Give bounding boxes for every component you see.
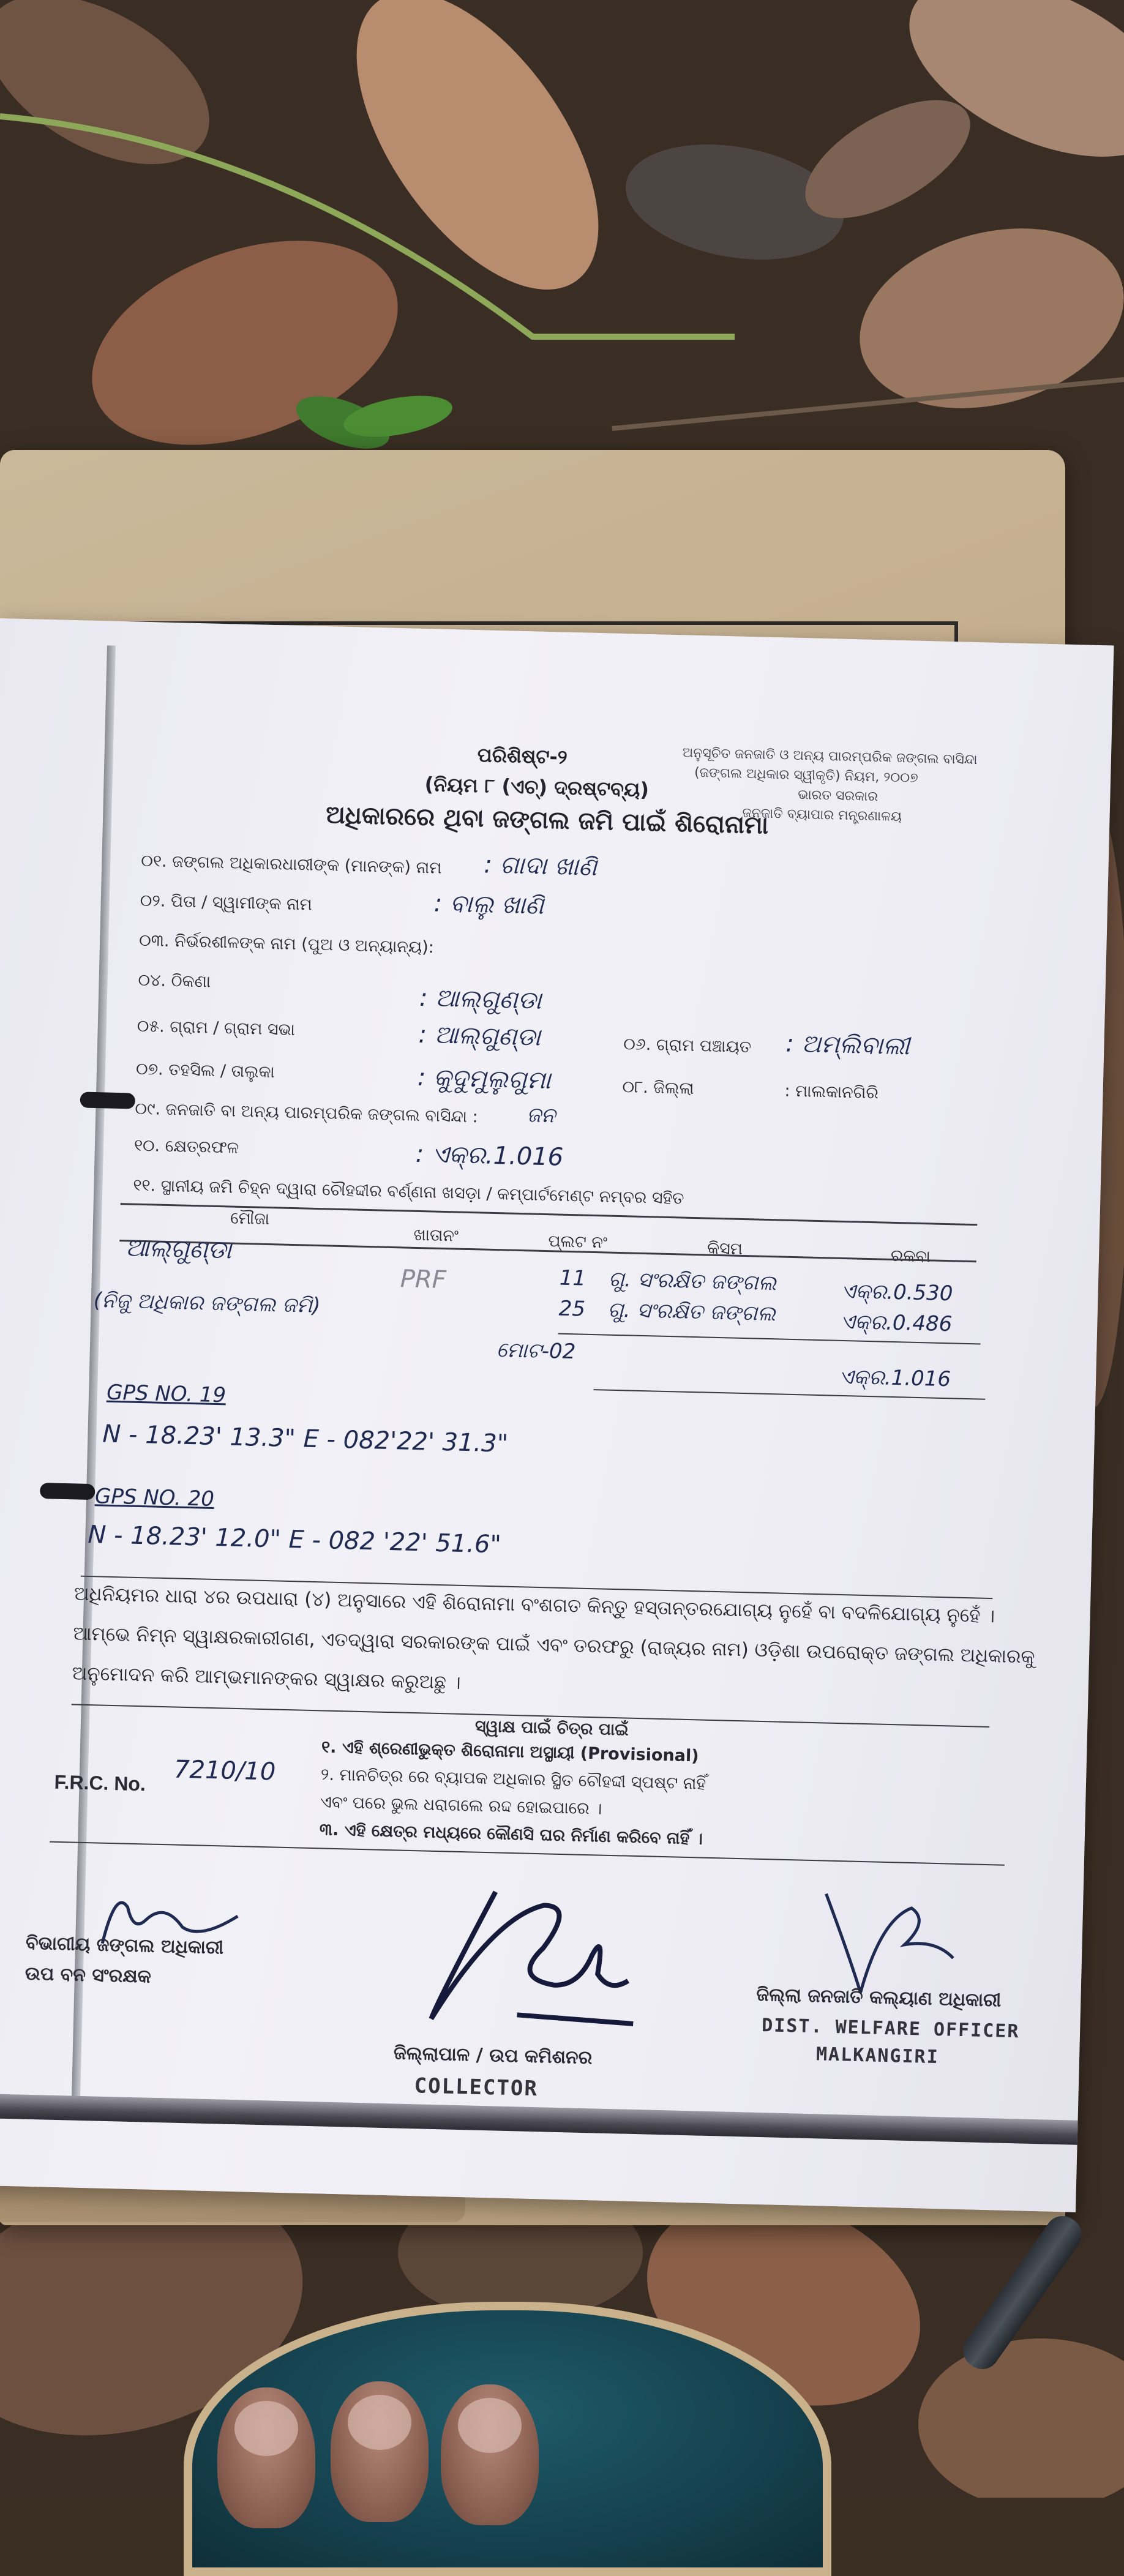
table-total-label: ମୋଟ-02	[496, 1338, 576, 1365]
collector-stamp-line-1: COLLECTOR	[414, 2073, 539, 2102]
declaration-line-3: ଅନୁମୋଦନ କରି ଆମ୍ଭମାନଙ୍କର ସ୍ୱାକ୍ଷର କରୁଅଛୁ ।	[72, 1662, 462, 1694]
field-value-tribe-status: ଜନ	[526, 1103, 556, 1128]
provisional-note-4: ୩. ଏହି କ୍ଷେତ୍ର ମଧ୍ୟରେ କୌଣସି ଘର ନିର୍ମାଣ କରିବେ ନାହିଁ ।	[319, 1820, 703, 1849]
provisional-note-1: ୧. ଏହି ଶ୍ରେଣୀଭୁକ୍ତ ଶିରୋନାମା ଅସ୍ଥାୟୀ (Provisional)	[321, 1737, 699, 1766]
declaration-line-1: ଅଧିନିୟମର ଧାରା ୪ର ଉପଧାରା (୪) ଅନୁସାରେ ଏହି ଶିରୋନାମା ବଂଶଗତ କିନ୍ତୁ ହସ୍ତାନ୍ତରଯୋଗ୍ୟ ନୁହେଁ ବା ବଦଳିଯୋଗ୍ୟ ନୁହେଁ ।	[73, 1582, 995, 1628]
table-kisam-2: ଗୁ. ସଂରକ୍ଷିତ ଜଙ୍ଗଲ	[607, 1297, 776, 1327]
act-name-line: ଅନୁସୂଚିତ ଜନଜାତି ଓ ଅନ୍ୟ ପାରମ୍ପରିକ ଜଙ୍ଗଲ ବାସିନ୍ଦା	[682, 745, 978, 768]
rule-reference: (ନିୟମ ୮ (ଏଚ୍) ଦ୍ରଷ୍ଟବ୍ୟ)	[424, 773, 650, 801]
punch-hole	[40, 1483, 96, 1500]
field-label-district: ୦୮. ଜିଲ୍ଲା	[622, 1077, 694, 1098]
table-header-kisam: କିସମ	[706, 1238, 743, 1259]
table-kisam-1: ଗୁ. ସଂରକ୍ଷିତ ଜଙ୍ଗଲ	[608, 1267, 777, 1296]
field-label-address: ୦୪. ଠିକଣା	[138, 970, 211, 992]
field-value-gram-panchayat: : ଅମ୍ଲିବାଲୀ	[785, 1029, 910, 1061]
toe	[441, 2384, 539, 2525]
annexure-label: ପରିଶିଷ୍ଟ-୨	[477, 743, 568, 769]
field-value-village: : ଆଲ୍ଗୁଣ୍ଡା	[418, 1020, 541, 1052]
field-value-father-name: : ବାଲୁ ଖାଣି	[433, 889, 544, 920]
ministry-line: ଜନଜାତି ବ୍ୟାପାର ମନ୍ତ୍ରଣାଳୟ	[742, 805, 902, 825]
paper-bottom-edge	[0, 2093, 1078, 2144]
gps-coords-1: N - 18.23' 13.3" E - 082'22' 31.3"	[102, 1420, 509, 1458]
toe	[217, 2387, 315, 2528]
punch-hole	[80, 1091, 136, 1109]
field-value-address: : ଆଲ୍ଗୁଣ୍ଡା	[419, 983, 542, 1015]
page-title: ଅଧିକାରରେ ଥିବା ଜଙ୍ଗଲ ଜମି ପାଇଁ ଶିରୋନାମା	[325, 801, 769, 840]
field-label-tahasil: ୦୭. ତହସିଲ / ତାଲୁକା	[135, 1059, 275, 1082]
table-header-plot: ପ୍ଲଟ ନଂ	[548, 1232, 608, 1252]
frc-number-label: F.R.C. No.	[54, 1770, 146, 1795]
field-label-boundary: ୧୧. ସ୍ଥାନୀୟ ଜମି ଚିହ୍ନ ଦ୍ୱାରା ଚୌହଦ୍ଦୀର ବର୍ଣ୍ଣନା ଖସଡ଼ା / କମ୍ପାର୍ଟମେଣ୍ଟ ନମ୍ବର ସହିତ	[133, 1175, 684, 1208]
table-mouza-value: ଆଲ୍ଗୁଣ୍ଡା	[125, 1234, 232, 1265]
table-mouza-note: (ନିଜୁ ଅଧିକାର ଜଙ୍ଗଲ ଜମି)	[93, 1288, 321, 1319]
table-khata-value: PRF	[400, 1265, 447, 1295]
table-area-2: ଏକ୍ର.0.486	[839, 1309, 953, 1337]
table-area-1: ଏକ୍ର.0.530	[841, 1278, 953, 1306]
table-total-area: ଏକ୍ର.1.016	[838, 1364, 951, 1392]
field-label-gram-panchayat: ୦୬. ଗ୍ରାମ ପଞ୍ଚାୟତ	[623, 1035, 752, 1057]
welfare-stamp-line-2: MALKANGIRI	[815, 2043, 940, 2069]
left-signatory-subtitle: ଉପ ବନ ସଂରକ୍ଷକ	[24, 1963, 152, 1988]
forest-land-title-document	[0, 618, 1114, 2212]
field-label-village: ୦୫. ଗ୍ରାମ / ଗ୍ରାମ ସଭା	[137, 1016, 296, 1039]
table-plot-1: 11	[559, 1265, 586, 1291]
declaration-line-2: ଆମ୍ଭେ ନିମ୍ନ ସ୍ୱାକ୍ଷରକାରୀଗଣ, ଏତଦ୍ୱାରା ସରକାରଙ୍କ ପାଇଁ ଏବଂ ତରଫରୁ (ରାଜ୍ୟର ନାମ) ଓଡ଼ିଶା ଉପରୋକ୍ତ ଜଙ୍ଗଲ ଅଧିକାରକୁ	[73, 1622, 1035, 1668]
field-label-area: ୧୦. କ୍ଷେତ୍ରଫଳ	[133, 1136, 239, 1158]
gps-coords-2: N - 18.23' 12.0" E - 082 '22' 51.6"	[87, 1520, 502, 1559]
field-label-tribe-status: ୦୯. ଜନଜାତି ବା ଅନ୍ୟ ପାରମ୍ପରିକ ଜଙ୍ଗଲ ବାସିନ୍ଦା :	[135, 1099, 479, 1127]
frc-number-value: 7210/10	[173, 1755, 276, 1786]
field-label-father-name: ୦୨. ପିତା / ସ୍ୱାମୀଙ୍କ ନାମ	[140, 891, 313, 915]
gps-label-1: GPS NO. 19	[106, 1380, 227, 1408]
toe	[331, 2381, 429, 2522]
table-header-mouza: ମୌଜା	[230, 1208, 270, 1229]
government-of-india-line: ଭାରତ ସରକାର	[798, 787, 879, 805]
field-label-holder-name: ୦୧. ଜଙ୍ଗଲ ଅଧିକାରଧାରୀଙ୍କ (ମାନଙ୍କ) ନାମ	[141, 851, 442, 878]
gps-label-2: GPS NO. 20	[94, 1484, 215, 1511]
provisional-note-2: ୨. ମାନଚିତ୍ର ରେ ବ୍ୟାପକ ଅଧିକାର ସ୍ଥିତ ଚୌହଦ୍ଦୀ ସ୍ପଷ୍ଟ ନାହିଁ	[320, 1765, 706, 1794]
table-plot-2: 25	[558, 1296, 586, 1322]
center-signatory-title: ଜିଲ୍ଲାପାଳ / ଉପ କମିଶନର	[393, 2042, 593, 2069]
field-value-area: : ଏକ୍ର.1.016	[415, 1139, 564, 1172]
right-signatory-title: ଜିଲ୍ଲା ଜନଜାତି କଲ୍ୟାଣ ଅଧିକାରୀ	[756, 1983, 1002, 2012]
field-label-dependents: ୦୩. ନିର୍ଭରଶୀଳଙ୍କ ନାମ (ପୁଅ ଓ ଅନ୍ୟାନ୍ୟ):	[138, 930, 435, 957]
provisional-heading: ସ୍ୱାକ୍ଷ ପାଇଁ ଚିତ୍ର ପାଇଁ	[474, 1717, 629, 1740]
table-header-area: ରକବା	[890, 1246, 931, 1267]
field-value-district: : ମାଲକାନଗିରି	[784, 1081, 879, 1103]
field-value-tahasil: : କୁଦୁମୁଲୁଗୁମା	[417, 1063, 552, 1095]
table-header-khata: ଖାତାନଂ	[413, 1225, 459, 1246]
provisional-note-3: ଏବଂ ପରେ ଭୁଲ ଧରାଗଲେ ରଦ୍ଦ ହୋଇପାରେ ।	[320, 1792, 602, 1819]
collector-signature	[419, 1878, 643, 2042]
field-value-holder-name: : ଗାଦା ଖାଣି	[483, 850, 598, 882]
act-subtitle-line: (ଜଙ୍ଗଲ ଅଧିକାର ସ୍ୱୀକୃତି) ନିୟମ, ୨୦୦୭	[694, 765, 918, 786]
left-signatory-title: ବିଭାଗୀୟ ଜଙ୍ଗଲ ଅଧିକାରୀ	[25, 1932, 224, 1959]
welfare-stamp-line-1: DIST. WELFARE OFFICER	[761, 2015, 1020, 2043]
